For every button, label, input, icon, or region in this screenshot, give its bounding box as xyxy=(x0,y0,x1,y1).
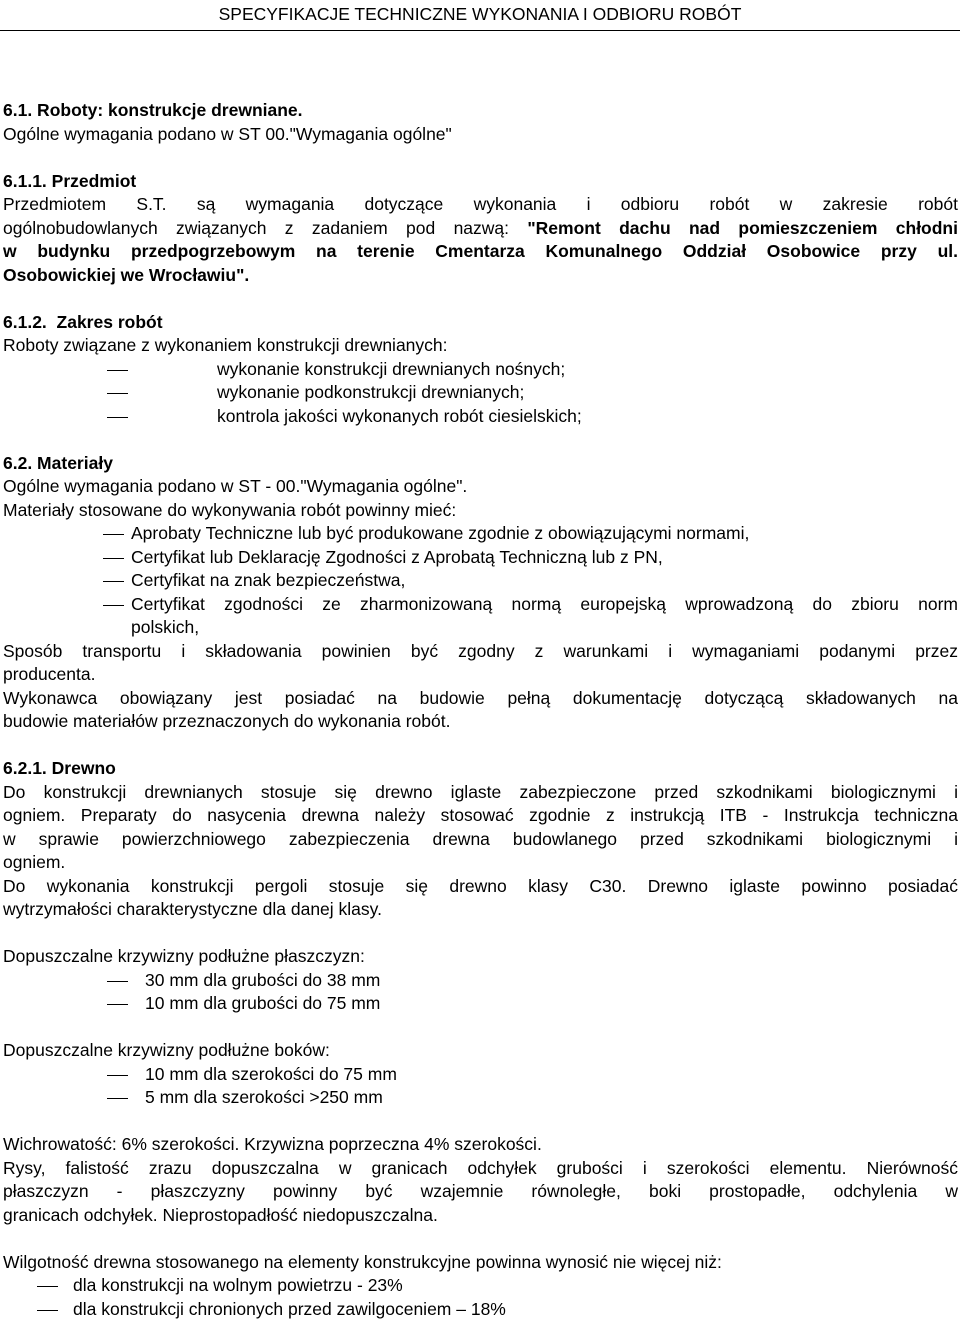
list-item: 10 mm dla grubości do 75 mm xyxy=(3,992,958,1016)
list-item: dla konstrukcji na wolnym powietrzu - 23% xyxy=(3,1274,958,1298)
section-6-2-heading: 6.2. Materiały xyxy=(3,452,113,473)
list-item: 5 mm dla szerokości >250 mm xyxy=(3,1086,958,1110)
dash-bullet xyxy=(103,593,124,606)
dash-bullet xyxy=(107,405,128,418)
side-curvature-intro: Dopuszczalne krzywizny podłużne boków: xyxy=(3,1040,330,1060)
section-6-2-text: Ogólne wymagania podano w ST - 00."Wymagania ogólne". xyxy=(3,476,468,496)
section-6-2-1-heading: 6.2.1. Drewno xyxy=(3,758,116,778)
plane-curvature-intro: Dopuszczalne krzywizny podłużne płaszczyzn: xyxy=(3,946,365,966)
list-item: 30 mm dla grubości do 38 mm xyxy=(3,969,958,993)
section-6-1-heading: 6.1. Roboty: konstrukcje drewniane. xyxy=(3,100,303,120)
dash-bullet xyxy=(107,358,128,371)
cracks-line-3: granicach odchyłek. Nieprostopadłość niedopuszczalna. xyxy=(3,1204,438,1225)
section-6-1-1-line-4: Osobowickiej we Wrocławiu". xyxy=(3,264,250,285)
section-6-1-1-heading: 6.1.1. Przedmiot xyxy=(3,170,137,191)
cracks-line-1: Rysy, falistość zrazu dopuszczalna w granicach odchyłek grubości i szerokości elementu. Nierówność xyxy=(3,1157,958,1178)
materials-list xyxy=(3,522,958,640)
section-6-1-text: Ogólne wymagania podano w ST 00."Wymagania ogólne" xyxy=(3,123,452,144)
list-item: Certyfikat zgodności ze zharmonizowaną normą europejską wprowadzoną do zbioru norm polskich, xyxy=(3,593,958,640)
section-6-1-2-intro: Roboty związane z wykonaniem konstrukcji drewnianych: xyxy=(3,335,448,355)
section-6-2-intro: Materiały stosowane do wykonywania robót powinny mieć: xyxy=(3,499,457,520)
cracks-line-2: płaszczyzn - płaszczyzny powinny być wzajemnie równoległe, boki prostopadłe, odchylenia w xyxy=(3,1181,958,1201)
list-item: Certyfikat lub Deklarację Zgodności z Aprobatą Techniczną lub z PN, xyxy=(3,546,958,570)
document-body xyxy=(3,99,958,1321)
moisture-list xyxy=(3,1274,958,1321)
header-divider xyxy=(0,30,960,31)
section-6-1-2-heading: 6.1.2. Zakres robót xyxy=(3,311,163,332)
dash-bullet xyxy=(103,569,124,582)
section-6-1-1-line-1: Przedmiotem S.T. są wymagania dotyczące wykonania i odbioru robót w zakresie robót xyxy=(3,194,958,214)
dash-bullet xyxy=(107,381,128,394)
list-item: Aprobaty Techniczne lub być produkowane zgodnie z obowiązującymi normami, xyxy=(3,522,958,546)
warp-text: Wichrowatość: 6% szerokości. Krzywizna poprzeczna 4% szerokości. xyxy=(3,1134,542,1154)
section-6-1-1-line-2: ogólnobudowlanych związanych z zadaniem pod nazwą: "Remont dachu nad pomieszczeniem chłodni xyxy=(3,217,958,238)
dash-bullet xyxy=(37,1274,58,1287)
list-item: 10 mm dla szerokości do 75 mm xyxy=(3,1063,958,1087)
plane-curvature-list xyxy=(3,969,958,1016)
list-item: kontrola jakości wykonanych robót ciesielskich; xyxy=(3,405,958,429)
wood-para-1-line-3: w sprawie powierzchniowego zabezpieczenia drewna budowlanego przed szkodnikami biologicznymi i xyxy=(3,828,958,849)
documentation-line-2: budowie materiałów przeznaczonych do wykonania robót. xyxy=(3,711,451,731)
list-item: wykonanie konstrukcji drewnianych nośnych; xyxy=(3,358,958,382)
wood-para-2-line-1: Do wykonania konstrukcji pergoli stosuje się drewno klasy C30. Drewno iglaste powinno posiadać xyxy=(3,875,958,896)
wood-para-1-line-4: ogniem. xyxy=(3,852,66,872)
scope-list xyxy=(3,358,958,429)
list-item: dla konstrukcji chronionych przed zawilgoceniem – 18% xyxy=(3,1298,958,1322)
wood-para-1-line-1: Do konstrukcji drewnianych stosuje się drewno iglaste zabezpieczone przed szkodnikami biologicznymi i xyxy=(3,781,958,802)
dash-bullet xyxy=(107,969,128,982)
moisture-intro: Wilgotność drewna stosowanego na elementy konstrukcyjne powinna wynosić nie więcej niż: xyxy=(3,1251,722,1272)
wood-para-2-line-2: wytrzymałości charakterystyczne dla danej klasy. xyxy=(3,899,382,919)
dash-bullet xyxy=(107,1063,128,1076)
document-header: SPECYFIKACJE TECHNICZNE WYKONANIA I ODBIORU ROBÓT xyxy=(218,4,742,24)
list-item: wykonanie podkonstrukcji drewnianych; xyxy=(3,381,958,405)
dash-bullet xyxy=(103,522,124,535)
dash-bullet xyxy=(103,546,124,559)
transport-line-2: producenta. xyxy=(3,664,96,684)
dash-bullet xyxy=(37,1298,58,1311)
documentation-line-1: Wykonawca obowiązany jest posiadać na budowie pełną dokumentację dotyczącą składowanych na xyxy=(3,687,958,708)
dash-bullet xyxy=(107,992,128,1005)
transport-line-1: Sposób transportu i składowania powinien być zgodny z warunkami i wymaganiami podanymi przez xyxy=(3,640,958,661)
dash-bullet xyxy=(107,1086,128,1099)
list-item: Certyfikat na znak bezpieczeństwa, xyxy=(3,569,958,593)
wood-para-1-line-2: ogniem. Preparaty do nasycenia drewna należy stosować zgodnie z instrukcją ITB - Instrukcja techniczna xyxy=(3,805,958,825)
side-curvature-list xyxy=(3,1063,958,1110)
section-6-1-1-line-3: w budynku przedpogrzebowym na terenie Cmentarza Komunalnego Oddział Osobowice przy ul. xyxy=(3,241,958,261)
